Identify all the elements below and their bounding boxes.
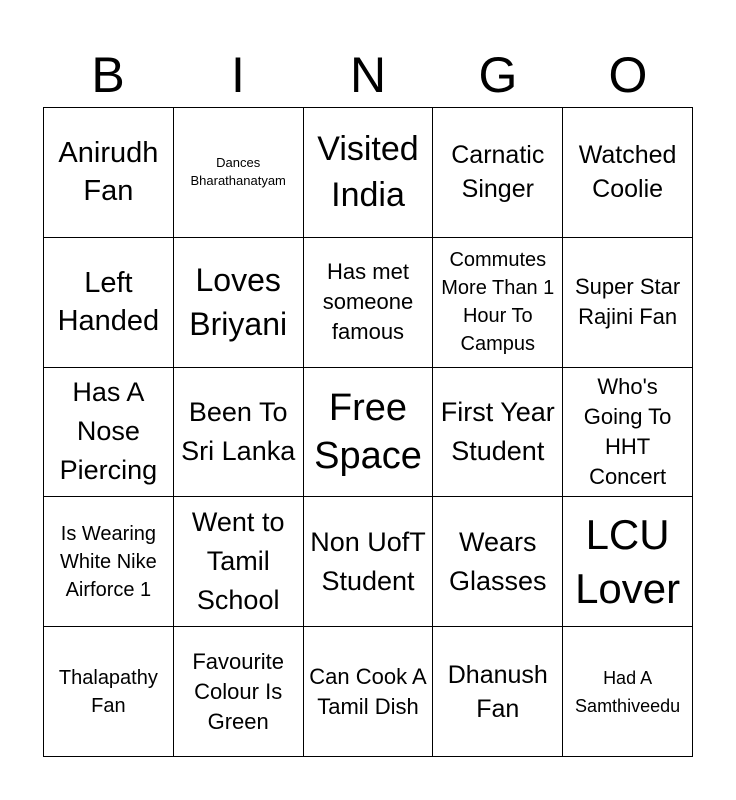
bingo-cell-r2c3[interactable] <box>304 238 434 368</box>
cell-label: LCU Lover <box>575 510 681 612</box>
cell-label: Loves Briyani <box>189 262 288 343</box>
cell-label: Dances Bharathanatyam <box>190 155 286 189</box>
cell-label: First Year Student <box>440 396 555 466</box>
bingo-cell-r1c5[interactable] <box>563 108 693 238</box>
bingo-cell-r1c4[interactable] <box>433 108 563 238</box>
cell-label: Visited India <box>317 130 419 215</box>
bingo-cell-r4c1[interactable] <box>44 497 174 627</box>
bingo-grid <box>43 107 693 757</box>
bingo-header <box>43 44 693 106</box>
cell-label: Watched Coolie <box>578 141 677 204</box>
cell-label: Who's Going To HHT Concert <box>583 373 672 489</box>
header-letter-g: G <box>478 47 518 103</box>
bingo-cell-r5c3[interactable] <box>304 627 434 757</box>
bingo-cell-r4c2[interactable] <box>174 497 304 627</box>
bingo-cell-r3c5[interactable] <box>563 368 693 498</box>
bingo-cell-r4c5[interactable] <box>563 497 693 627</box>
cell-label: Dhanush Fan <box>447 660 548 723</box>
bingo-cell-r2c1[interactable] <box>44 238 174 368</box>
bingo-cell-r2c5[interactable] <box>563 238 693 368</box>
bingo-cell-r3c3[interactable] <box>304 368 434 498</box>
header-letter-n: N <box>349 47 387 103</box>
header-letter-b: B <box>91 47 125 103</box>
cell-label: Favourite Colour Is Green <box>192 648 285 734</box>
cell-label: Has A Nose Piercing <box>59 377 158 486</box>
cell-label: Non UofT Student <box>310 526 426 596</box>
bingo-cell-r2c2[interactable] <box>174 238 304 368</box>
bingo-cell-r2c4[interactable] <box>433 238 563 368</box>
cell-label: Commutes More Than 1 Hour To Campus <box>441 249 555 356</box>
cell-label: Went to Tamil School <box>191 507 285 616</box>
cell-label: Super Star Rajini Fan <box>575 274 681 330</box>
cell-label: Is Wearing White Nike Airforce 1 <box>60 522 157 601</box>
bingo-cell-r5c2[interactable] <box>174 627 304 757</box>
bingo-cell-r5c4[interactable] <box>433 627 563 757</box>
bingo-cell-r1c1[interactable] <box>44 108 174 238</box>
bingo-cell-r3c1[interactable] <box>44 368 174 498</box>
cell-label: Free Space <box>314 386 422 477</box>
bingo-cell-r4c3[interactable] <box>304 497 434 627</box>
bingo-cell-r1c2[interactable] <box>174 108 304 238</box>
cell-label: Anirudh Fan <box>58 137 159 208</box>
cell-label: Has met someone famous <box>322 259 414 345</box>
cell-label: Been To Sri Lanka <box>181 396 296 466</box>
cell-label: Left Handed <box>57 267 160 338</box>
bingo-cell-r3c2[interactable] <box>174 368 304 498</box>
bingo-cell-r1c3[interactable] <box>304 108 434 238</box>
bingo-cell-r5c5[interactable] <box>563 627 693 757</box>
bingo-cell-r3c4[interactable] <box>433 368 563 498</box>
cell-label: Wears Glasses <box>449 526 547 596</box>
cell-label: Carnatic Singer <box>451 141 545 204</box>
bingo-cell-r5c1[interactable] <box>44 627 174 757</box>
cell-label: Had A Samthiveedu <box>575 667 681 716</box>
header-letter-o: O <box>608 47 648 103</box>
cell-label: Thalapathy Fan <box>58 666 158 717</box>
cell-label: Can Cook A Tamil Dish <box>309 663 427 719</box>
bingo-cell-r4c4[interactable] <box>433 497 563 627</box>
header-letter-i: I <box>231 47 245 103</box>
